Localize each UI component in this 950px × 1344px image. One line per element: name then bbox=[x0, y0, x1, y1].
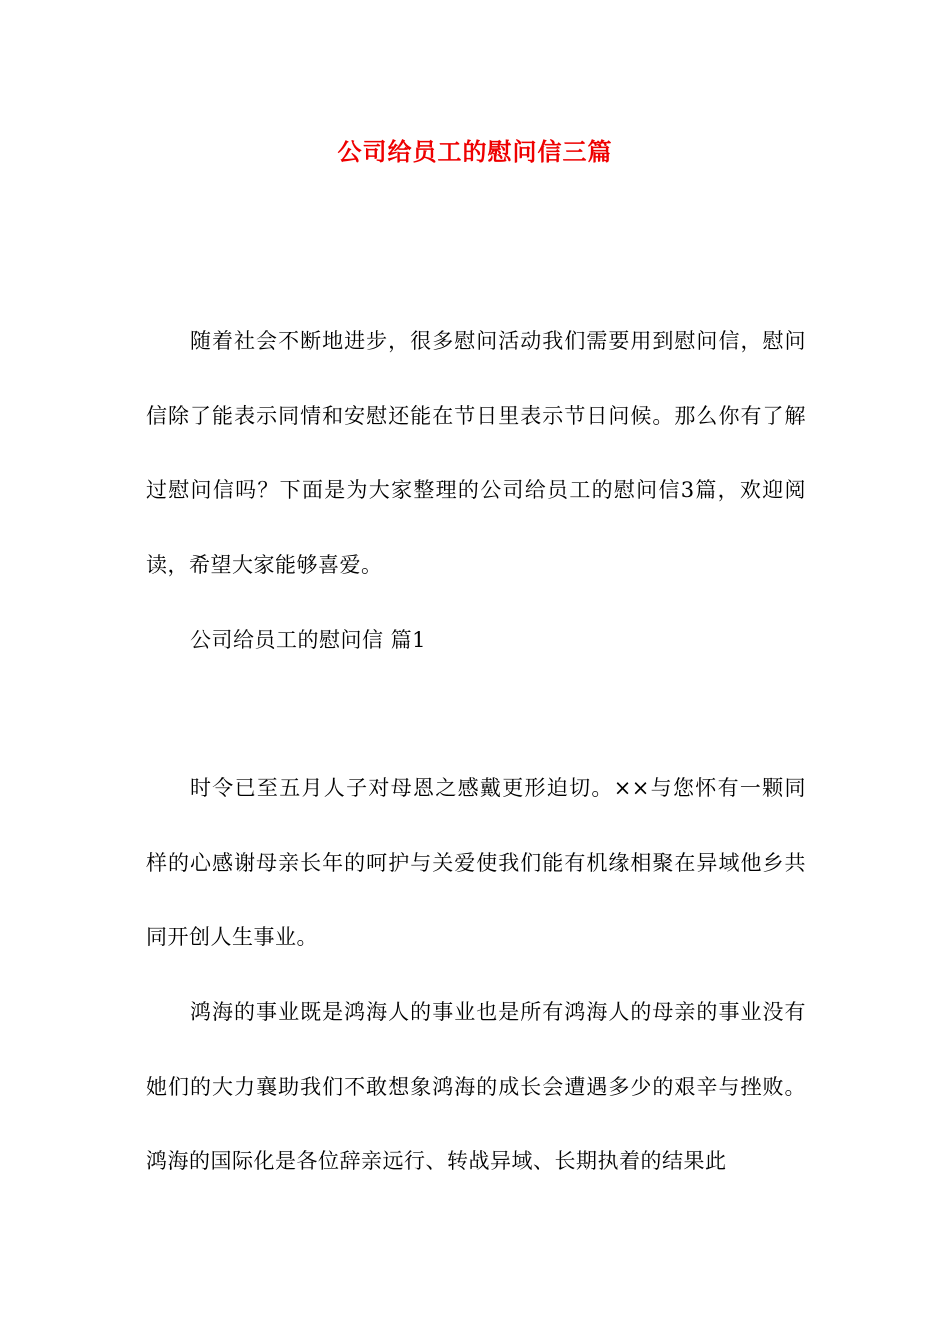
intro-paragraph: 随着社会不断地进步，很多慰问活动我们需要用到慰问信，慰问信除了能表示同情和安慰还能在节日里表示节日问候。那么你有了解过慰问信吗？下面是为大家整理的公司给员工的慰问信3篇，欢迎阅读，希望大家能够喜爱。 bbox=[146, 329, 806, 577]
document-title: 公司给员工的慰问信三篇 bbox=[337, 138, 613, 166]
section-heading: 公司给员工的慰问信 篇1 bbox=[190, 628, 427, 652]
body-paragraph: 鸿海的事业既是鸿海人的事业也是所有鸿海人的母亲的事业没有她们的大力襄助我们不敢想象鸿海的成长会遭遇多少的艰辛与挫败。鸿海的国际化是各位辞亲远行、转战异域、长期执着的结果此 bbox=[146, 1000, 806, 1173]
body-paragraph: 时令已至五月人子对母恩之感戴更形迫切。××与您怀有一颗同样的心感谢母亲长年的呵护与关爱使我们能有机缘相聚在异域他乡共同开创人生事业。 bbox=[146, 776, 806, 949]
